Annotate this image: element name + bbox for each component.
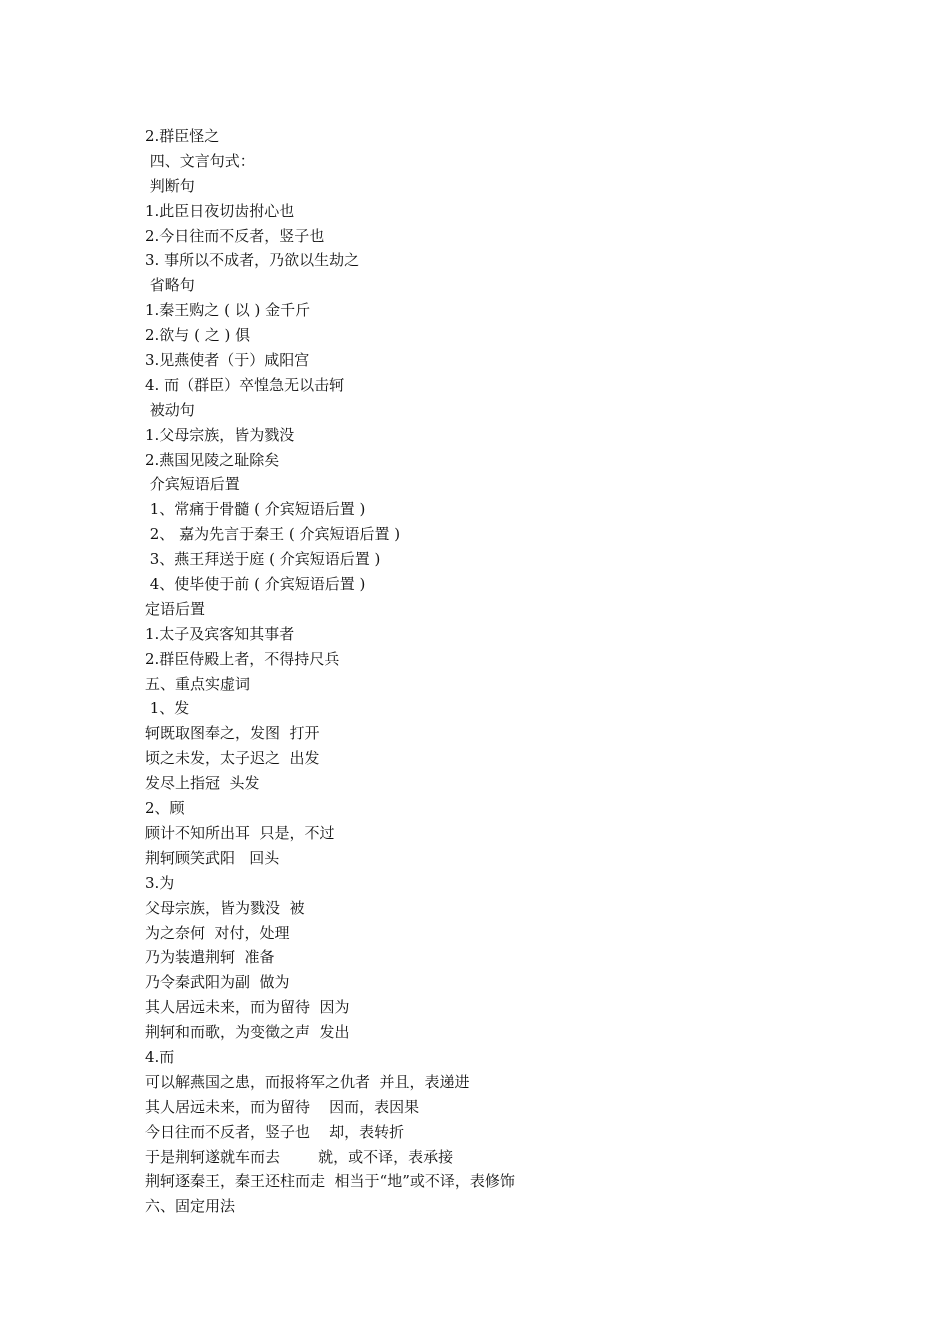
text-line: 2.群臣侍殿上者，不得持尺兵 [145,649,340,668]
text-line: 4、使毕使于前 ( 介宾短语后置 ) [145,575,366,594]
text-line: 2.燕国见陵之耻除矣 [145,450,280,469]
text-line: 2.欲与 ( 之 ) 俱 [145,326,251,345]
text-line: 于是荆轲遂就车而去 就，或不译，表承接 [145,1147,454,1166]
text-line: 3.为 [145,873,175,892]
text-line: 2、 嘉为先言于秦王 ( 介宾短语后置 ) [145,525,401,544]
text-line: 1.父母宗族，皆为戮没 [145,425,295,444]
text-line: 顷之未发，太子迟之 出发 [145,749,320,768]
text-line: 乃为装遣荆轲 准备 [145,948,275,967]
text-line: 荆轲顾笑武阳 回头 [145,848,280,867]
text-line: 1、发 [145,699,190,718]
text-line: 3. 事所以不成者，乃欲以生劫之 [145,251,360,270]
text-line: 4. 而（群臣）卒惶急无以击轲 [145,375,345,394]
text-line: 2、顾 [145,799,185,818]
text-line: 1.此臣日夜切齿拊心也 [145,201,295,220]
text-line: 判断句 [145,176,195,195]
text-line: 1.太子及宾客知其事者 [145,624,295,643]
text-line: 被动句 [145,400,195,419]
text-line: 可以解燕国之患，而报将军之仇者 并且，表递进 [145,1072,470,1091]
text-line: 省略句 [145,276,195,295]
text-line: 乃令秦武阳为副 做为 [145,973,290,992]
text-line: 轲既取图奉之，发图 打开 [145,724,320,743]
text-line: 父母宗族，皆为戮没 被 [145,898,305,917]
text-line: 发尽上指冠 头发 [145,774,260,793]
text-line: 荆轲和而歌，为变徵之声 发出 [145,1023,350,1042]
text-line: 1、常痛于骨髓 ( 介宾短语后置 ) [145,500,366,519]
text-line: 定语后置 [145,599,206,618]
text-line: 今日往而不反者，竖子也 却，表转折 [145,1122,405,1141]
text-line: 四、文言句式： [145,151,255,170]
text-line: 介宾短语后置 [145,475,240,494]
text-line: 3、燕王拜送于庭 ( 介宾短语后置 ) [145,550,381,569]
text-line: 五、重点实虚词 [145,674,251,693]
text-line: 其人居远未来，而为留待 因为 [145,998,350,1017]
text-line: 4.而 [145,1047,175,1066]
text-line: 顾计不知所出耳 只是，不过 [145,823,335,842]
text-line: 其人居远未来，而为留待 因而，表因果 [145,1097,420,1116]
text-line: 2.群臣怪之 [145,127,220,145]
text-line: 为之奈何 对付，处理 [145,923,290,942]
document-body [145,124,845,1219]
text-line: 2.今日往而不反者，竖子也 [145,226,325,245]
text-line: 六、固定用法 [145,1197,236,1216]
text-line: 1.秦王购之 ( 以 ) 金千斤 [145,301,311,320]
text-line: 3.见燕使者（于）咸阳宫 [145,351,310,370]
text-line: 荆轲逐秦王，秦王还柱而走 相当于“地”或不译，表修饰 [145,1172,515,1191]
